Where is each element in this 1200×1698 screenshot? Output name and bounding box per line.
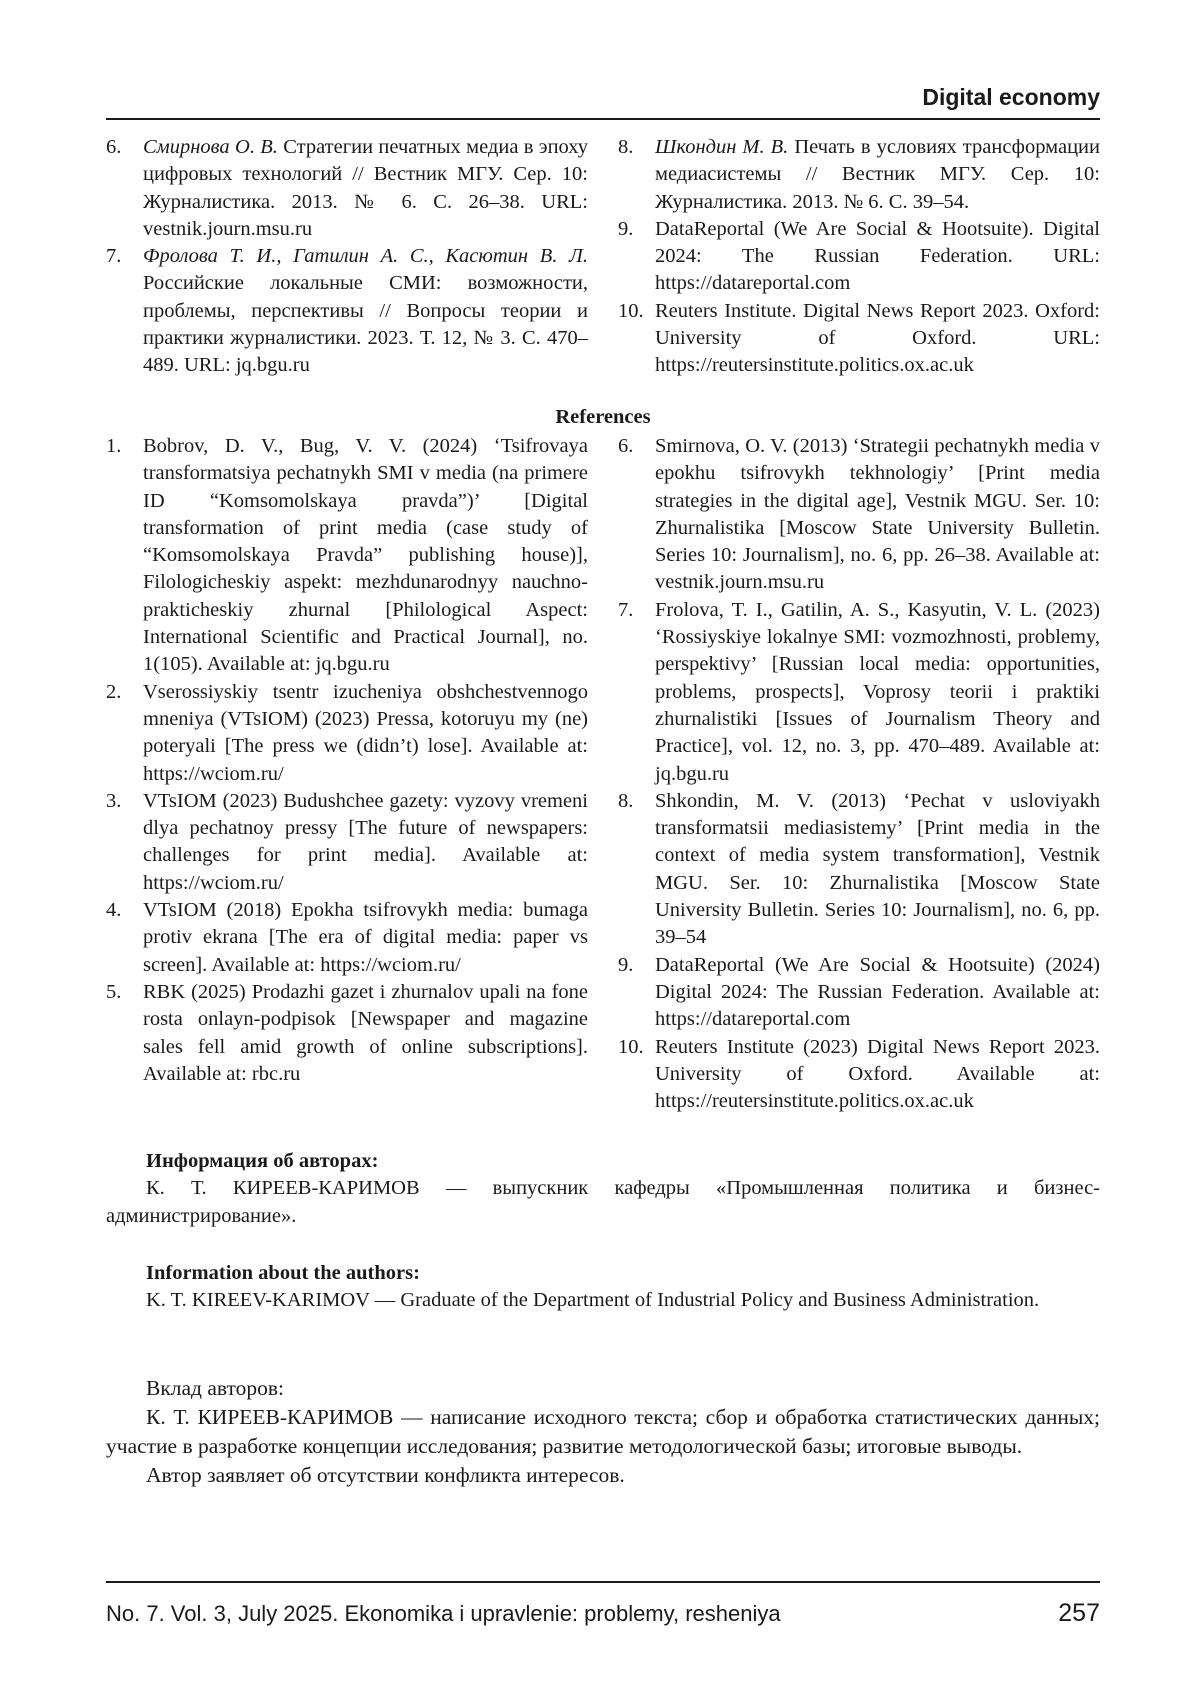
reference-item [618,134,1100,216]
page-number: 257 [1058,1599,1100,1627]
reference-item [106,788,588,897]
reference-item [618,597,1100,788]
reference-author: Смирнова О. В. [143,136,278,158]
reference-author: Шкондин М. В. [655,136,789,158]
author-info-english-heading: Information about the authors: [146,1262,420,1284]
reference-number: 8. [618,136,634,158]
reference-number: 1. [106,435,122,457]
english-references [106,433,1100,1115]
references-heading: References [555,406,651,428]
reference-item [618,952,1100,1034]
reference-item [106,134,588,243]
reference-text: Frolova, T. I., Gatilin, A. S., Kasyutin, V. L. (2023) ‘Rossiyskiye lokalnye SMI: vozmozhnosti, problemy, perspektivy’ [Russian local media: opportunities, problems, prospects], Voprosy teorii i praktiki zhurnalistiki [Issues of Journalism Theory and Practice], vol. 12, no. 3, pp. 470–489. Available at: jq.bgu.ru [655,598,1100,785]
russian-references [106,134,1100,380]
author-info-russian-heading: Информация об авторах: [146,1150,379,1172]
reference-number: 4. [106,899,122,922]
reference-item [106,979,588,1088]
reference-text: VTsIOM (2018) Epokha tsifrovykh media: bumaga protiv ekrana [The era of digital media: paper vs screen]. Available at: https://wciom.ru/ [143,899,588,976]
reference-number: 9. [618,953,634,976]
author-info-russian [106,1148,1100,1230]
contribution-text: К. Т. КИРЕЕВ-КАРИМОВ — написание исходного текста; сбор и обработка статистических данных; участие в разработке концепции исследования; развитие методологической базы; итоговые выводы. [106,1405,1100,1458]
conflict-of-interest: Автор заявляет об отсутствии конфликта интересов. [146,1463,625,1487]
running-footer [106,1581,1100,1627]
section-title: Digital economy [922,84,1100,110]
reference-number: 10. [618,1035,644,1058]
author-info-russian-text: К. Т. КИРЕЕВ-КАРИМОВ — выпускник кафедры «Промышленная политика и бизнес-администрирование». [106,1177,1100,1227]
reference-item [618,216,1100,298]
reference-item [106,897,588,979]
english-references-right-column [618,433,1100,1115]
reference-text: Shkondin, M. V. (2013) ‘Pechat v usloviyakh transformatsii mediasistemy’ [Print media in the context of media system transformation], Vestnik MGU. Ser. 10: Zhurnalistika [Moscow State University Bulletin. Series 10: Journalism], no. 6, pp. 39–54 [655,789,1100,949]
reference-text: Печать в условиях трансформации медиасистемы // Вестник МГУ. Сер. 10: Журналистика. 2013. № 6. С. 39–54. [655,136,1100,213]
running-header [106,84,1100,120]
reference-author: Фролова Т. И., Гатилин А. С., Касютин В. Л. [143,245,588,268]
reference-number: 9. [618,217,634,240]
english-references-left-column [106,433,588,1115]
reference-text: Vserossiyskiy tsentr izucheniya obshchestvennogo mneniya (VTsIOM) (2023) Pressa, kotoruyu my (ne) poteryali [The press we (didn’t) lose]. Available at: https://wciom.ru/ [143,680,588,785]
reference-number: 6. [106,136,122,158]
contribution-heading: Вклад авторов: [146,1376,285,1400]
reference-item [106,679,588,788]
reference-text: Стратегии печатных медиа в эпоху цифровых технологий // Вестник МГУ. Сер. 10: Журналистика. 2013. № 6. С. 26–38. URL: vestnik.journ.msu.ru [143,136,588,240]
reference-item [106,433,588,679]
reference-item [618,298,1100,380]
reference-item [618,1034,1100,1116]
reference-item [618,788,1100,952]
russian-references-left-column [106,134,588,380]
journal-citation: No. 7. Vol. 3, July 2025. Ekonomika i upravlenie: problemy, resheniya [106,1601,781,1626]
reference-text: RBK (2025) Prodazhi gazet i zhurnalov upali na fone rosta onlayn-podpisok [Newspaper and magazine sales fell amid growth of online subscriptions]. Available at: rbc.ru [143,980,588,1085]
reference-text: DataReportal (We Are Social & Hootsuite). Digital 2024: The Russian Federation. URL: https://datareportal.com [655,217,1100,295]
russian-references-right-column [618,134,1100,380]
author-info-english [106,1260,1100,1315]
author-info-english-text: K. T. KIREEV-KARIMOV — Graduate of the Department of Industrial Policy and Business Administration. [146,1289,1040,1312]
reference-number: 3. [106,789,122,812]
reference-number: 6. [618,435,634,457]
reference-text: Reuters Institute (2023) Digital News Report 2023. University of Oxford. Available at: https://reutersinstitute.politics.ox.ac.uk [655,1035,1100,1113]
reference-number: 2. [106,680,122,703]
reference-text: DataReportal (We Are Social & Hootsuite) (2024) Digital 2024: The Russian Federation. Available at: https://datareportal.com [655,953,1100,1031]
reference-number: 7. [106,245,122,268]
reference-text: Bobrov, D. V., Bug, V. V. (2024) ‘Tsifrovaya transformatsiya pechatnykh SMI v media (na primere ID “Komsomolskaya pravda”)’ [Digital transformation of print media (case study of “Komsomolskaya Pravda” publishing house)], Filologicheskiy aspekt: mezhdunarodnyy nauchno-prakticheskiy zhurnal [Philological Aspect: International Scientific and Practical Journal], no. 1(105). Available at: jq.bgu.ru [143,435,588,676]
reference-text: Reuters Institute. Digital News Report 2023. Oxford: University of Oxford. URL: https://reutersinstitute.politics.ox.ac.uk [655,299,1100,377]
reference-text: Российские локальные СМИ: возможности, проблемы, перспективы // Вопросы теории и практики журналистики. 2023. Т. 12, № 3. С. 470–489. URL: jq.bgu.ru [143,272,588,377]
page [106,0,1100,1698]
reference-item [106,243,588,379]
reference-number: 5. [106,980,122,1003]
reference-text: VTsIOM (2023) Budushchee gazety: vyzovy vremeni dlya pechatnoy pressy [The future of newspapers: challenges for print media]. Available at: https://wciom.ru/ [143,789,588,894]
author-contribution [106,1374,1100,1490]
reference-item [618,433,1100,597]
reference-text: Smirnova, O. V. (2013) ‘Strategii pechatnykh media v epokhu tsifrovykh tekhnologiy’ [Print media strategies in the digital age], Vestnik MGU. Ser. 10: Zhurnalistika [Moscow State University Bulletin. Series 10: Journalism], no. 6, pp. 26–38. Available at: vestnik.journ.msu.ru [655,435,1100,594]
reference-number: 8. [618,789,634,812]
reference-number: 10. [618,299,644,322]
reference-number: 7. [618,598,634,621]
